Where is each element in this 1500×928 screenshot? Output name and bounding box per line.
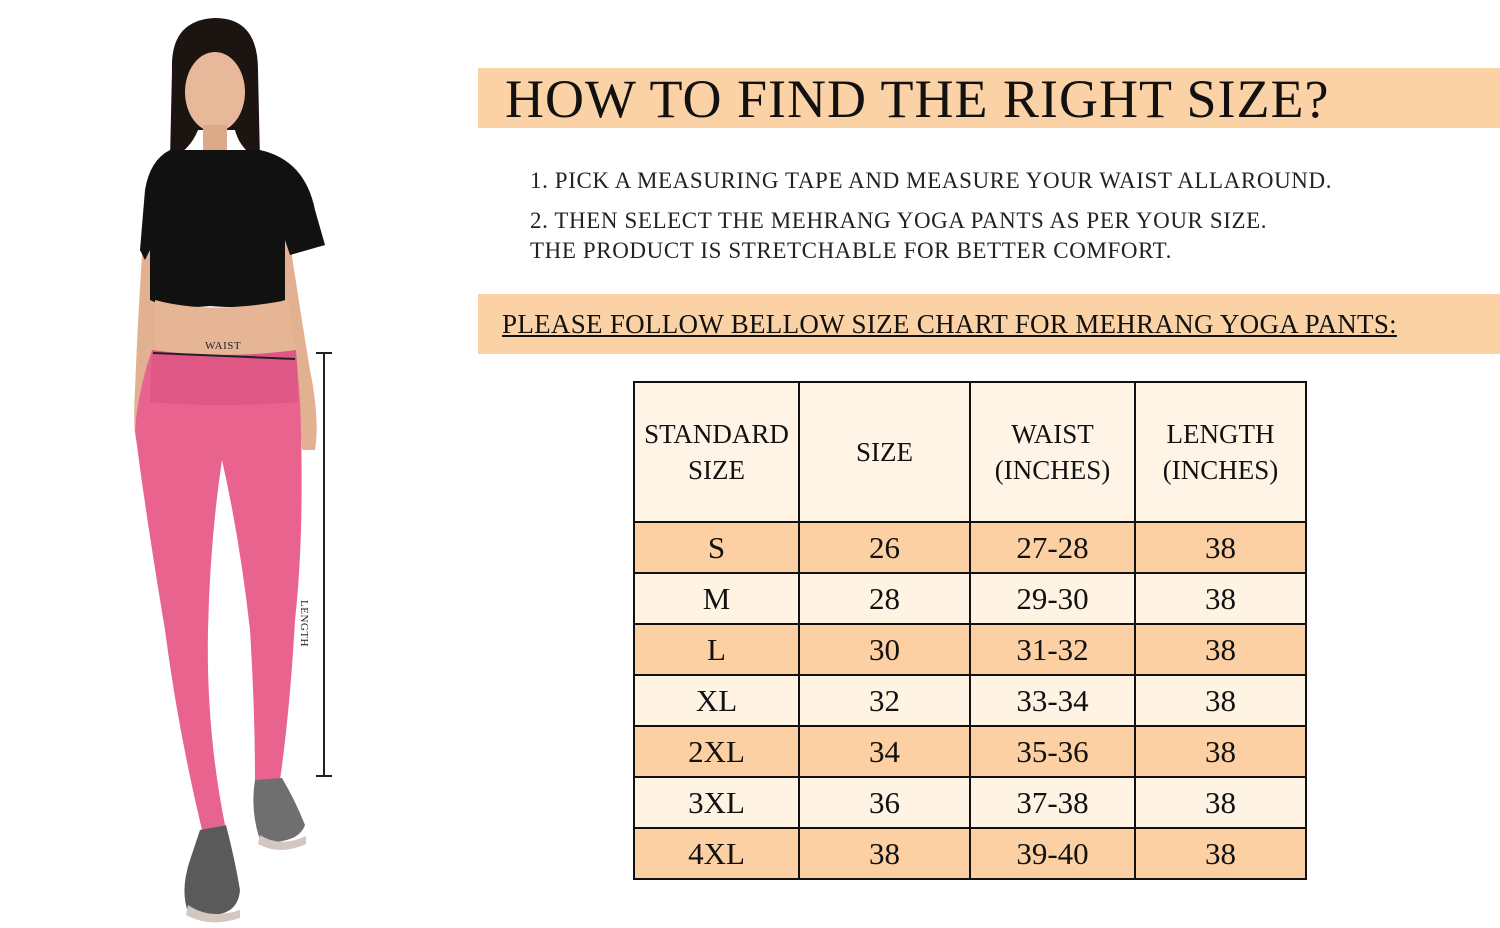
cell-standard-size: S xyxy=(634,522,799,573)
table-header-row xyxy=(634,382,1306,522)
cell-length: 38 xyxy=(1135,573,1306,624)
instruction-step-2-cont: THE PRODUCT IS STRETCHABLE FOR BETTER COMFORT. xyxy=(530,238,1172,263)
cell-waist: 39-40 xyxy=(970,828,1135,879)
cell-standard-size: 2XL xyxy=(634,726,799,777)
header-size xyxy=(799,382,970,522)
cell-waist: 27-28 xyxy=(970,522,1135,573)
cell-length: 38 xyxy=(1135,726,1306,777)
cell-standard-size: M xyxy=(634,573,799,624)
cell-standard-size: L xyxy=(634,624,799,675)
cell-waist: 31-32 xyxy=(970,624,1135,675)
waist-measure-line xyxy=(153,352,295,360)
table-row xyxy=(634,522,1306,573)
cell-size: 30 xyxy=(799,624,970,675)
length-label: LENGTH xyxy=(298,600,310,647)
header-standard-size xyxy=(634,382,799,522)
cell-standard-size: XL xyxy=(634,675,799,726)
size-chart-subtitle: PLEASE FOLLOW BELLOW SIZE CHART FOR MEHRANG YOGA PANTS: xyxy=(502,309,1397,339)
header-text: SIZE xyxy=(856,437,913,467)
header-text: (INCHES) xyxy=(994,455,1111,485)
cell-size: 32 xyxy=(799,675,970,726)
page-title: HOW TO FIND THE RIGHT SIZE? xyxy=(505,69,1330,129)
header-text: LENGTH xyxy=(1166,419,1275,449)
cell-waist: 37-38 xyxy=(970,777,1135,828)
header-waist xyxy=(970,382,1135,522)
table-row xyxy=(634,573,1306,624)
cell-waist: 33-34 xyxy=(970,675,1135,726)
cell-length: 38 xyxy=(1135,828,1306,879)
cell-standard-size: 3XL xyxy=(634,777,799,828)
cell-length: 38 xyxy=(1135,522,1306,573)
cell-waist: 29-30 xyxy=(970,573,1135,624)
instruction-step-2: 2. THEN SELECT THE MEHRANG YOGA PANTS AS PER YOUR SIZE. xyxy=(530,208,1268,233)
table-row xyxy=(634,777,1306,828)
header-text: (INCHES) xyxy=(1162,455,1279,485)
cell-size: 34 xyxy=(799,726,970,777)
cell-length: 38 xyxy=(1135,624,1306,675)
table-row xyxy=(634,828,1306,879)
waist-label: WAIST xyxy=(205,340,242,352)
instruction-step-1: 1. PICK A MEASURING TAPE AND MEASURE YOUR WAIST ALLAROUND. xyxy=(530,168,1333,193)
model-illustration xyxy=(110,10,380,925)
cell-size: 28 xyxy=(799,573,970,624)
cell-length: 38 xyxy=(1135,675,1306,726)
header-length xyxy=(1135,382,1306,522)
size-chart-table xyxy=(633,381,1307,880)
table-row xyxy=(634,675,1306,726)
cell-length: 38 xyxy=(1135,777,1306,828)
cell-size: 38 xyxy=(799,828,970,879)
table-row xyxy=(634,624,1306,675)
cell-standard-size: 4XL xyxy=(634,828,799,879)
cell-size: 36 xyxy=(799,777,970,828)
header-text: STANDARD xyxy=(644,419,789,449)
cell-waist: 35-36 xyxy=(970,726,1135,777)
table-row xyxy=(634,726,1306,777)
header-text: SIZE xyxy=(688,455,745,485)
length-measure-line xyxy=(316,352,332,777)
header-text: WAIST xyxy=(1011,419,1094,449)
cell-size: 26 xyxy=(799,522,970,573)
instructions xyxy=(530,166,1332,266)
